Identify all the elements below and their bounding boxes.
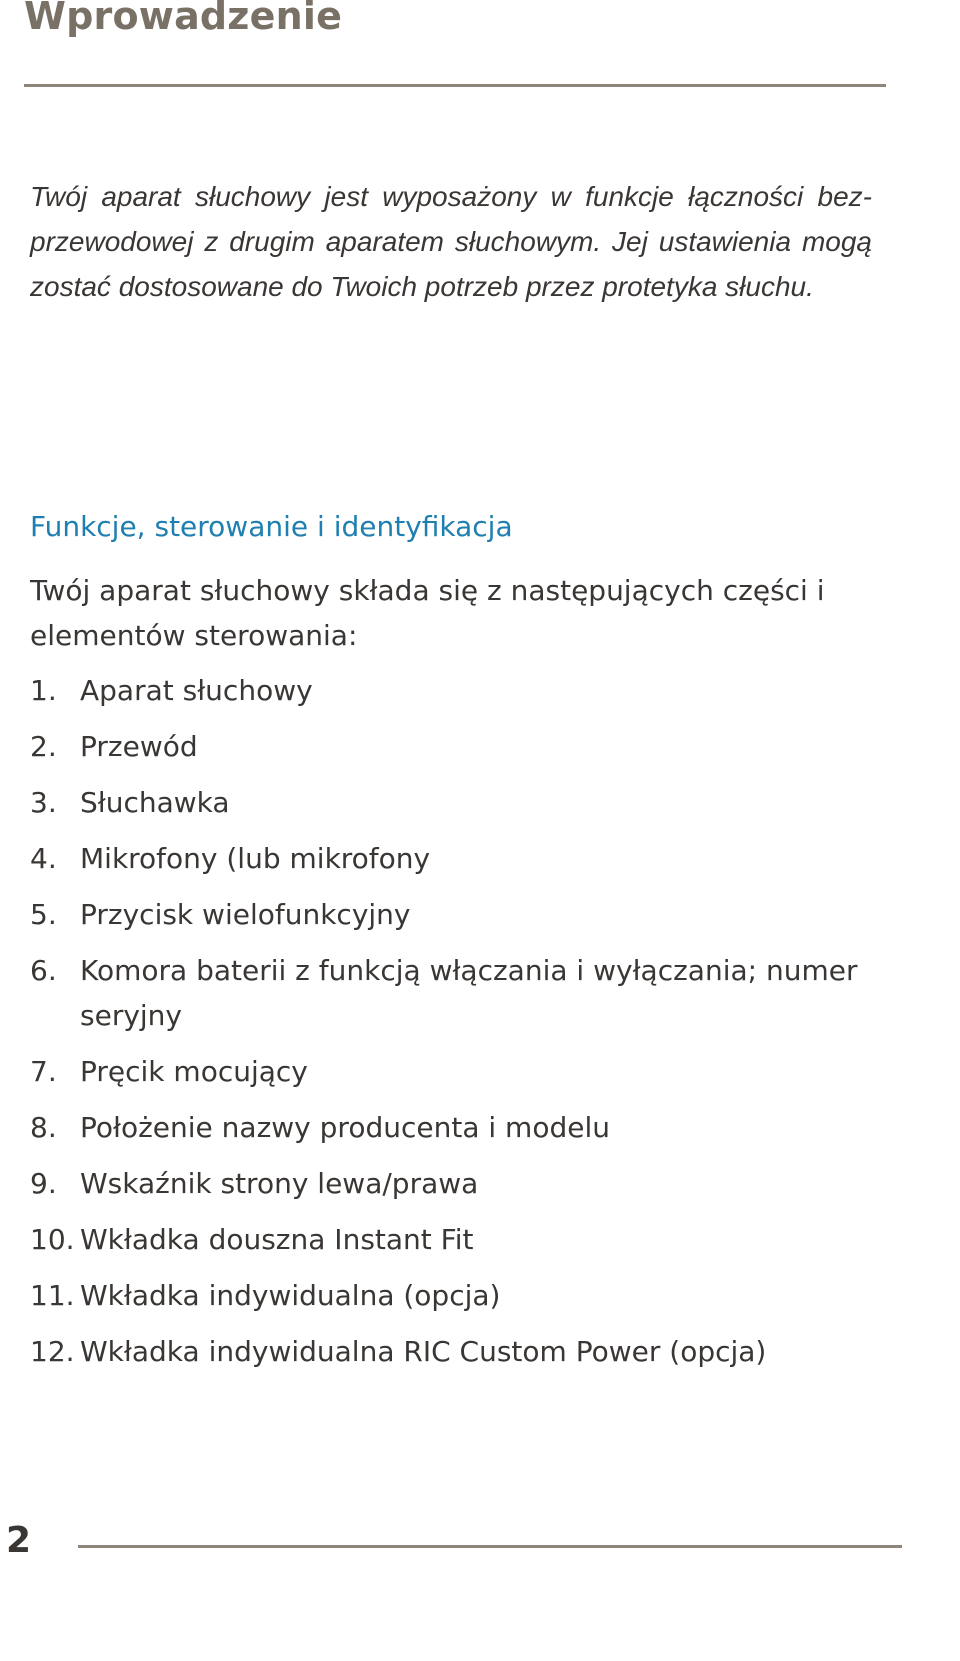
list-item-text: Przycisk wielofunkcyjny (80, 898, 411, 931)
list-item (30, 724, 890, 769)
list-item (30, 836, 890, 881)
list-item-number: 1. (30, 674, 57, 707)
list-item (30, 1161, 890, 1206)
footer-divider (78, 1545, 902, 1548)
list-item-text: Wkładka indywidualna RIC Custom Power (opcja) (80, 1335, 767, 1368)
list-item-text: Słuchawka (80, 786, 230, 819)
list-item-number: 5. (30, 898, 57, 931)
list-item-number: 3. (30, 786, 57, 819)
list-item-number: 11. (30, 1279, 75, 1312)
list-item-number: 2. (30, 730, 57, 763)
list-item-number: 10. (30, 1223, 75, 1256)
list-item-number: 7. (30, 1055, 57, 1088)
list-item (30, 668, 890, 713)
list-item (30, 1329, 890, 1374)
section-heading: Funkcje, sterowanie i identyfikacja (30, 510, 513, 543)
list-item-text: Wkładka indywidualna (opcja) (80, 1279, 501, 1312)
parts-list (30, 668, 890, 1385)
list-item-text: Przewód (80, 730, 198, 763)
list-item-number: 8. (30, 1111, 57, 1144)
list-item-text: Wskaźnik strony lewa/prawa (80, 1167, 479, 1200)
list-item-text: Komora baterii z funkcją włączania i wyłączania; numer seryjny (80, 954, 858, 1032)
list-item-text: Wkładka douszna Instant Fit (80, 1223, 474, 1256)
list-item-text: Położenie nazwy producenta i modelu (80, 1111, 610, 1144)
section-description: Twój aparat słuchowy składa się z następujących części i elementów sterowania: (30, 574, 825, 652)
intro-paragraph: Twój aparat słuchowy jest wyposażony w funkcje łączności bezprzewodowej z drugim aparatem słuchowym. Jej ustawienia mogą zostać dostosowane do Twoich potrzeb przez protetyka słuchu. (30, 181, 872, 302)
list-item (30, 1049, 890, 1094)
list-item (30, 892, 890, 937)
list-item (30, 948, 890, 1038)
list-item-text: Pręcik mocujący (80, 1055, 308, 1088)
list-item-text: Aparat słuchowy (80, 674, 313, 707)
list-item (30, 1273, 890, 1318)
list-item-number: 4. (30, 842, 57, 875)
list-item (30, 1217, 890, 1262)
title-divider (24, 84, 886, 87)
page-title: Wprowadzenie (24, 0, 343, 38)
list-item-number: 12. (30, 1335, 75, 1368)
list-item-number: 6. (30, 954, 57, 987)
list-item-number: 9. (30, 1167, 57, 1200)
list-item-text: Mikrofony (lub mikrofony (80, 842, 431, 875)
list-item (30, 780, 890, 825)
list-item (30, 1105, 890, 1150)
page-number: 2 (6, 1520, 32, 1561)
